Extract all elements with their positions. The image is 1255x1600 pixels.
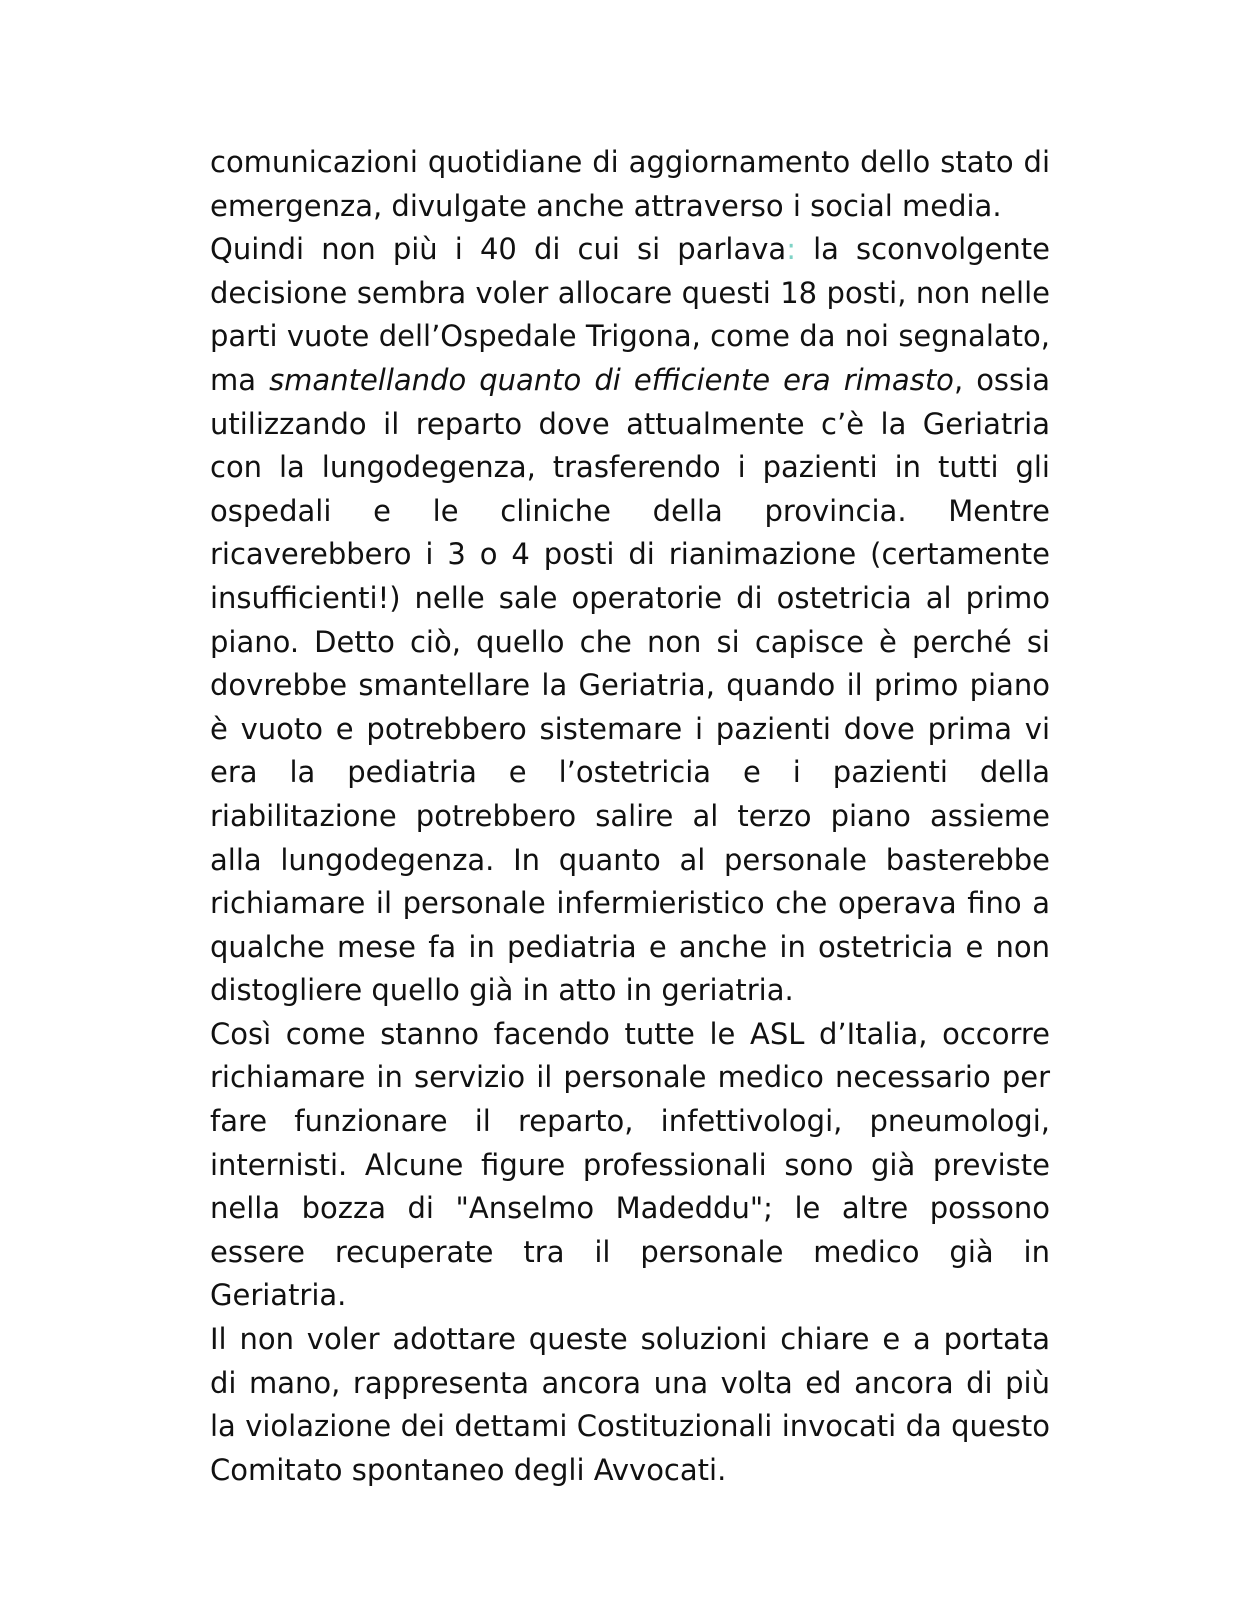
- paragraph-2-italic: smantellando quanto di efficiente era rimasto: [269, 362, 954, 397]
- paragraph-2-part-c: , ossia utilizzando il reparto dove attualmente c’è la Geriatria con la lungodegenza, trasferendo i pazienti in tutti gli ospedali e le cliniche della provincia. Mentre ricaverebbero i 3 o 4 posti di rianimazione (certamente insufficienti!) nelle sale operatorie di ostetricia al primo piano. Detto ciò, quello che non si capisce è perché si dovrebbe smantellare la Geriatria, quando il primo piano è vuoto e potrebbero sistemare i pazienti dove prima vi era la pediatria e l’ostetricia e i pazienti della riabilitazione potrebbero salire al terzo piano assieme alla lungodegenza. In quanto al personale basterebbe richiamare il personale infermieristico che operava fino a qualche mese fa in pediatria e anche in ostetricia e non distogliere quello già in atto in geriatria.: [210, 362, 1050, 1008]
- paragraph-2-colon: :: [786, 232, 796, 267]
- paragraph-2-part-a: Quindi non più i 40 di cui si parlava: [210, 232, 787, 267]
- paragraph-1: comunicazioni quotidiane di aggiornamento dello stato di emergenza, divulgate anche attraverso i social media.: [210, 145, 1050, 223]
- paragraph-4: Il non voler adottare queste soluzioni chiare e a portata di mano, rappresenta ancora una volta ed ancora di più la violazione dei dettami Costituzionali invocati da questo Comitato spontaneo degli Avvocati.: [210, 1322, 1050, 1487]
- document-body: [210, 141, 1050, 1492]
- paragraph-2: [210, 228, 1050, 1013]
- paragraph-2-part-b: la sconvolgente decisione sembra voler allocare questi 18 posti, non nelle parti vuote dell’Ospedale Trigona, come da noi segnalato, ma: [210, 232, 1050, 397]
- paragraph-3: Così come stanno facendo tutte le ASL d’Italia, occorre richiamare in servizio il personale medico necessario per fare funzionare il reparto, infettivologi, pneumologi, internisti. Alcune figure professionali sono già previste nella bozza di "Anselmo Madeddu"; le altre possono essere recuperate tra il personale medico già in Geriatria.: [210, 1016, 1050, 1313]
